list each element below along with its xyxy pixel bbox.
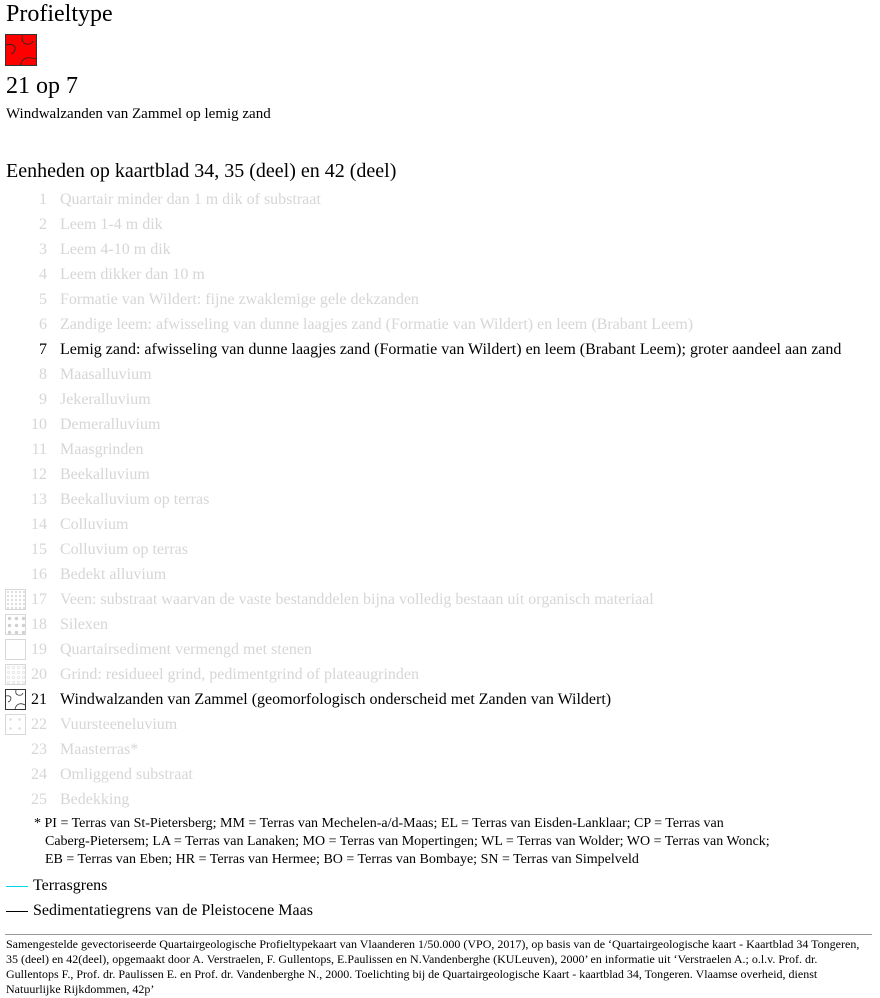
unit-number: 23	[31, 741, 47, 758]
unit-row-13	[0, 487, 880, 512]
unit-label: Veen: substraat waarvan de vaste bestanddelen bijna volledig bestaan uit organisch materiaal	[60, 591, 654, 608]
unit-row-3	[0, 237, 880, 262]
units-section-title: Eenheden op kaartblad 34, 35 (deel) en 42 (deel)	[6, 160, 397, 182]
unit-row-23	[0, 737, 880, 762]
footnote-line-1: * PI = Terras van St-Pietersberg; MM = Terras van Mechelen-a/d-Maas; EL = Terras van Eisden-Lanklaar; CP = Terras van	[34, 816, 724, 831]
unit-label: Colluvium	[60, 516, 129, 533]
unit-number: 6	[39, 316, 47, 333]
unit-number: 18	[31, 616, 47, 633]
unit-row-4	[0, 262, 880, 287]
unit-row-10	[0, 412, 880, 437]
unit-row-19	[0, 637, 880, 662]
unit-number: 8	[39, 366, 47, 383]
unit-number: 14	[31, 516, 47, 533]
unit-number: 9	[39, 391, 47, 408]
unit-label: Quartair minder dan 1 m dik of substraat	[60, 191, 321, 208]
unit-number: 10	[31, 416, 47, 433]
unit-label: Maasterras*	[60, 741, 139, 758]
unit-number: 3	[39, 241, 47, 258]
unit-row-22	[0, 712, 880, 737]
unit-number: 13	[31, 491, 47, 508]
source-citation: Samengestelde gevectoriseerde Quartairgeologische Profieltypekaart van Vlaanderen 1/50.000 (VPO, 2017), op basis van de ‘Quartairgeologische kaart - Kaartblad 34 Tongeren, 35 (deel) en 42(deel), opgemaakt door A. Verstraelen, F. Gullentops, E.Paulissen en N.Vandenberghe (KULeuven), 2000’ en informatie uit ‘Verstraelen A.; o.l.v. Prof. dr. Gullentops F., Prof. dr. Paulissen E. en Prof. dr. Vandenberghe N., 2000. Toelichting bij de Quartairgeologische Kaart - kaartblad 34, Tongeren. Vlaamse overheid, dienst Natuurlijke Rijkdommen, 42p’	[6, 937, 860, 996]
unit-label: Colluvium op terras	[60, 541, 188, 558]
unit-row-6	[0, 312, 880, 337]
unit-number: 11	[31, 441, 47, 458]
footnote-line-2: Caberg-Pietersem; LA = Terras van Lanaken; MO = Terras van Mopertingen; WL = Terras van Wolder; WO = Terras van Wonck;	[45, 834, 770, 849]
units-legend-list	[0, 187, 880, 812]
unit-label: Jekeralluvium	[60, 391, 151, 408]
unit-row-8	[0, 362, 880, 387]
unit-label: Formatie van Wildert: fijne zwaklemige gele dekzanden	[60, 291, 419, 308]
unit-number: 22	[31, 716, 47, 733]
unit-row-9	[0, 387, 880, 412]
profile-color-swatch	[5, 34, 37, 66]
unit-number: 21	[31, 691, 47, 708]
unit-row-14	[0, 512, 880, 537]
footnote-line-3: EB = Terras van Eben; HR = Terras van Hermee; BO = Terras van Bombaye; SN = Terras van Simpelveld	[45, 852, 639, 867]
divider	[5, 934, 872, 935]
unit-label: Silexen	[60, 616, 108, 633]
unit-label: Demeralluvium	[60, 416, 161, 433]
legend-sedimentation-border	[6, 901, 313, 921]
unit-row-25	[0, 787, 880, 812]
unit-row-16	[0, 562, 880, 587]
unit-row-18	[0, 612, 880, 637]
unit-label: Lemig zand: afwisseling van dunne laagjes zand (Formatie van Wildert) en leem (Brabant Leem); groter aandeel aan zand	[60, 341, 842, 358]
unit-number: 12	[31, 466, 47, 483]
unit-label: Bedekking	[60, 791, 130, 808]
black-line-icon	[6, 911, 28, 912]
unit-label: Leem 1-4 m dik	[60, 216, 163, 233]
unit-label: Leem dikker dan 10 m	[60, 266, 205, 283]
unit-row-11	[0, 437, 880, 462]
profile-description: Windwalzanden van Zammel op lemig zand	[6, 106, 271, 122]
unit-label: Beekalluvium	[60, 466, 150, 483]
unit-number: 24	[31, 766, 47, 783]
unit-number: 4	[39, 266, 47, 283]
unit-row-2	[0, 212, 880, 237]
cyan-line-icon	[6, 886, 28, 887]
unit-label: Vuursteeneluvium	[60, 716, 178, 733]
unit-label: Maasgrinden	[60, 441, 144, 458]
unit-row-15	[0, 537, 880, 562]
unit-number: 7	[39, 341, 47, 358]
unit-number: 5	[39, 291, 47, 308]
unit-row-24	[0, 762, 880, 787]
unit-label: Beekalluvium op terras	[60, 491, 210, 508]
page-title: Profieltype	[6, 1, 113, 27]
unit-number: 19	[31, 641, 47, 658]
unit-row-21	[0, 687, 880, 712]
unit-number: 25	[31, 791, 47, 808]
wind-sand-pattern-icon	[6, 35, 37, 66]
unit-label: Zandige leem: afwisseling van dunne laagjes zand (Formatie van Wildert) en leem (Brabant Leem)	[60, 316, 694, 333]
unit-row-17	[0, 587, 880, 612]
unit-row-7	[0, 337, 880, 362]
unit-number: 1	[39, 191, 47, 208]
unit-label: Maasalluvium	[60, 366, 152, 383]
unit-number: 16	[31, 566, 47, 583]
profile-code: 21 op 7	[6, 73, 78, 99]
legend-terrace-border-label: Terrasgrens	[33, 877, 108, 894]
unit-label: Bedekt alluvium	[60, 566, 167, 583]
unit-label: Quartairsediment vermengd met stenen	[60, 641, 312, 658]
unit-number: 17	[31, 591, 47, 608]
unit-label: Grind: residueel grind, pedimentgrind of plateaugrinden	[60, 666, 420, 683]
legend-sedimentation-border-label: Sedimentatiegrens van de Pleistocene Maas	[33, 902, 313, 919]
unit-number: 15	[31, 541, 47, 558]
unit-row-12	[0, 462, 880, 487]
legend-terrace-border	[6, 876, 107, 896]
unit-label: Leem 4-10 m dik	[60, 241, 171, 258]
terrace-footnote	[34, 815, 834, 869]
unit-number: 20	[31, 666, 47, 683]
unit-row-5	[0, 287, 880, 312]
unit-label: Windwalzanden van Zammel (geomorfologisch onderscheid met Zanden van Wildert)	[60, 691, 612, 708]
unit-label: Omliggend substraat	[60, 766, 193, 783]
unit-row-1	[0, 187, 880, 212]
unit-row-20	[0, 662, 880, 687]
unit-number: 2	[39, 216, 47, 233]
